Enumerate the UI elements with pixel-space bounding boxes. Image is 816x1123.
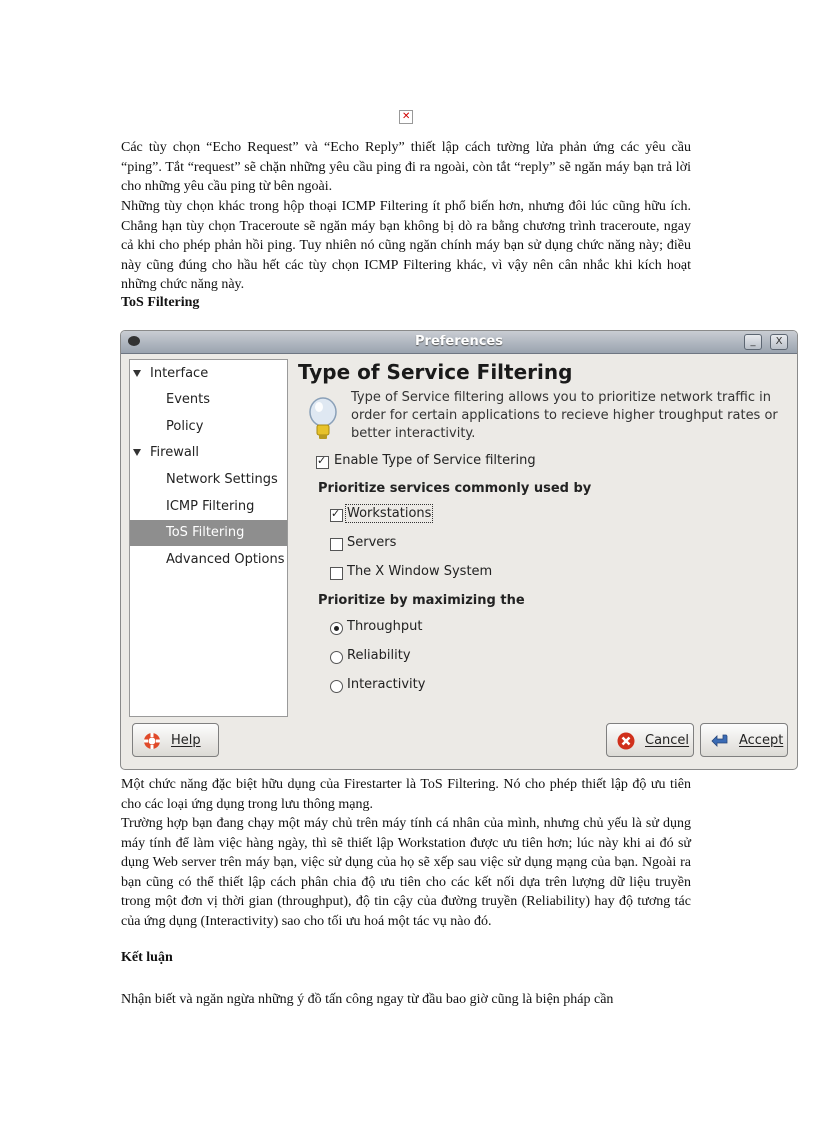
sidebar-item-firewall[interactable]: Firewall xyxy=(130,440,287,466)
intro-paragraph-1: Các tùy chọn “Echo Request” và “Echo Reply” thiết lập cách tường lửa phản ứng các yêu cầu “ping”. Tắt “request” sẽ chặn những yêu cầu ping đi ra ngoài, còn tắt “reply” sẽ ngăn máy bạn trả lời cho những yêu cầu ping từ bên ngoài. xyxy=(121,140,691,194)
maximize-heading: Prioritize by maximizing the xyxy=(318,593,525,608)
enable-tos-checkbox[interactable] xyxy=(316,456,329,469)
workstations-checkbox[interactable] xyxy=(330,509,343,522)
interactivity-radio[interactable] xyxy=(330,680,343,693)
help-button[interactable] xyxy=(132,723,219,757)
close-button[interactable]: X xyxy=(770,334,788,350)
enable-tos-label[interactable]: Enable Type of Service filtering xyxy=(334,453,536,468)
heading-conclusion: Kết luận xyxy=(121,950,173,965)
help-label: Help xyxy=(171,733,201,748)
sidebar-item-events[interactable]: Events xyxy=(166,392,211,407)
closing-paragraph: Nhận biết và ngăn ngừa những ý đồ tấn công ngay từ đầu bao giờ cũng là biện pháp cần xyxy=(121,992,614,1007)
lifebuoy-icon xyxy=(143,732,161,750)
cancel-label: Cancel xyxy=(645,733,690,748)
broken-image-icon xyxy=(399,110,413,124)
heading-tos-filtering: ToS Filtering xyxy=(121,295,200,310)
accept-arrow-icon xyxy=(711,732,729,750)
preferences-window xyxy=(120,330,798,770)
body-paragraph-2: Trường hợp bạn đang chạy một máy chủ trên máy tính cá nhân của mình, nhưng chủ yếu là sử dụng máy tính để làm việc hàng ngày, thì sẽ thiết lập Workstation được ưu tiên hơn; lúc này khi ai đó sử dụng Web server trên máy bạn, việc sử dụng của họ sẽ xếp sau việc sử dụng mạng của bạn. Ngoài ra bạn cũng có thể thiết lập cách phân chia độ ưu tiên cho các kết nối dựa trên lượng dữ liệu truyền trong một đơn vị thời gian (throughput), độ tin cậy của đường truyền (Reliability) hay độ tương tác của ứng dụng (Interactivity) sao cho tối ưu hoá một tác vụ nào đó. xyxy=(121,816,691,929)
reliability-radio[interactable] xyxy=(330,651,343,664)
expand-triangle-icon[interactable] xyxy=(133,449,141,456)
sidebar-item-advanced-options[interactable]: Advanced Options xyxy=(166,552,285,567)
x-window-system-checkbox[interactable] xyxy=(330,567,343,580)
tos-panel xyxy=(297,359,791,719)
minimize-button[interactable]: _ xyxy=(744,334,762,350)
intro-paragraph-2: Những tùy chọn khác trong hộp thoại ICMP Filtering ít phổ biến hơn, nhưng đôi lúc cũng hữu ích. Chẳng hạn tùy chọn Traceroute sẽ ngăn máy bạn không bị dò ra bằng chương trình traceroute, ngay cả khi cho phép phản hồi ping. Tuy nhiên nó cũng ngăn chính máy bạn sử dụng chức năng này; điều này cũng đúng cho hầu hết các tùy chọn ICMP Filtering khác, vì vậy nên cân nhắc khi kích hoạt những chức năng này. xyxy=(121,199,691,292)
x-window-system-label[interactable]: The X Window System xyxy=(347,564,493,579)
window-title: Preferences xyxy=(415,334,503,349)
sidebar-item-network-settings[interactable]: Network Settings xyxy=(166,472,278,487)
workstations-label[interactable]: Workstations xyxy=(347,506,432,521)
cancel-button[interactable] xyxy=(606,723,694,757)
interactivity-label[interactable]: Interactivity xyxy=(347,677,426,692)
expand-triangle-icon[interactable] xyxy=(133,370,141,377)
servers-label[interactable]: Servers xyxy=(347,535,397,550)
body-paragraph-1: Một chức năng đặc biệt hữu dụng của Firestarter là ToS Filtering. Nó cho phép thiết lập độ ưu tiên cho các loại ứng dụng trong lưu thông mạng. xyxy=(121,777,691,812)
reliability-label[interactable]: Reliability xyxy=(347,648,411,663)
servers-checkbox[interactable] xyxy=(330,538,343,551)
panel-title: Type of Service Filtering xyxy=(298,360,573,384)
accept-button[interactable] xyxy=(700,723,788,757)
cancel-icon xyxy=(617,732,635,750)
sidebar-item-tos-filtering[interactable]: ToS Filtering xyxy=(130,520,287,546)
window-titlebar[interactable] xyxy=(121,331,797,354)
sidebar-item-policy[interactable]: Policy xyxy=(166,419,204,434)
services-heading: Prioritize services commonly used by xyxy=(318,481,592,496)
panel-description: Type of Service filtering allows you to prioritize network traffic in order for certain applications to recieve higher troughput rates or better interactivity. xyxy=(351,390,778,441)
preferences-sidebar xyxy=(129,359,288,717)
sidebar-item-icmp-filtering[interactable]: ICMP Filtering xyxy=(166,499,255,514)
throughput-label[interactable]: Throughput xyxy=(347,619,423,634)
lightbulb-icon xyxy=(307,395,339,445)
accept-label: Accept xyxy=(739,733,784,748)
throughput-radio[interactable] xyxy=(330,622,343,635)
sidebar-item-interface[interactable]: Interface xyxy=(130,361,287,387)
